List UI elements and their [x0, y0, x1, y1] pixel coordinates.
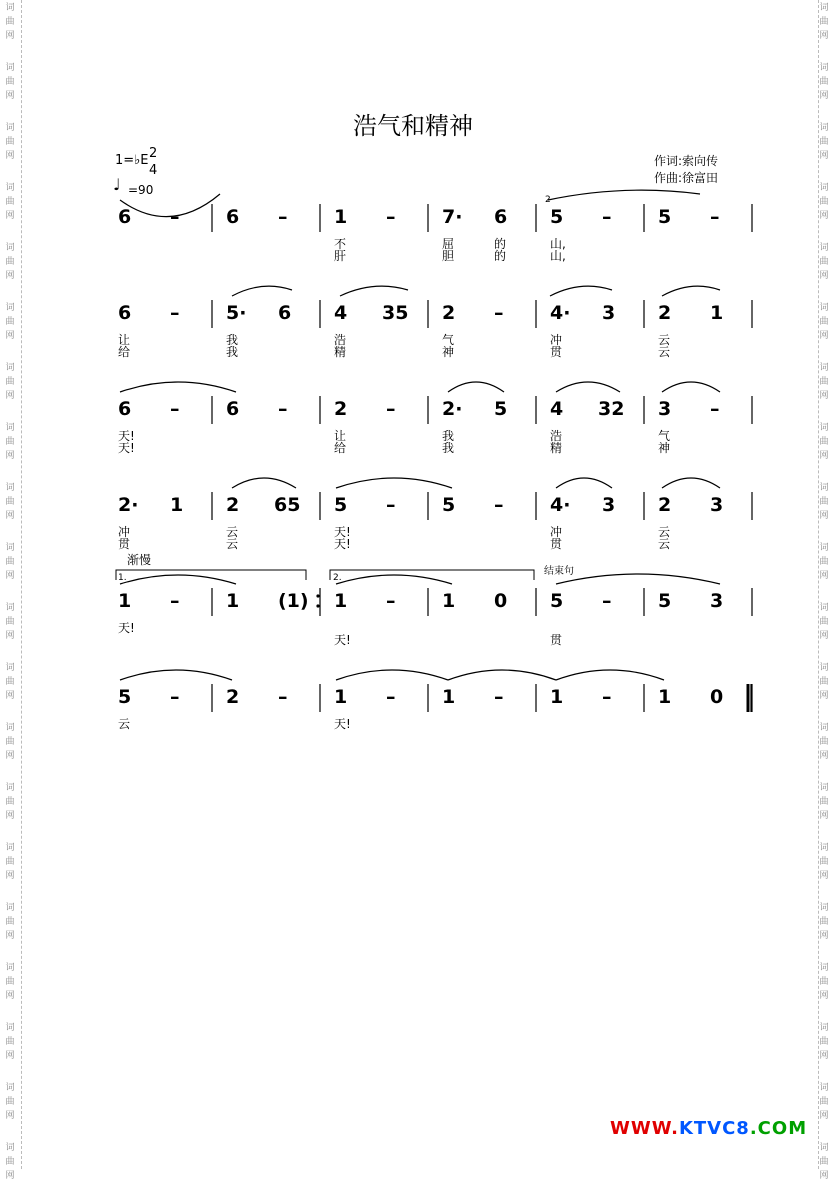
score-note: 5: [658, 590, 672, 612]
slur-mark: [662, 382, 720, 392]
watermark-char: 网: [819, 211, 829, 221]
slur-mark: [232, 478, 296, 488]
lyric-syllable: 神: [658, 441, 671, 455]
watermark-char: 曲: [5, 77, 15, 87]
watermark-char: 词: [5, 183, 15, 193]
lyric-syllable: 贯: [550, 345, 563, 359]
watermark-char: 网: [819, 571, 829, 581]
watermark-char: 网: [819, 691, 829, 701]
watermark-char: 网: [5, 811, 15, 821]
slur-mark: [448, 670, 556, 680]
watermark-char: 网: [819, 931, 829, 941]
composer-credit: 作曲:徐富田: [654, 171, 719, 185]
watermark-char: 网: [819, 91, 829, 101]
watermark-char: 曲: [819, 617, 829, 627]
watermark-char: 曲: [5, 257, 15, 267]
slur-mark: [550, 286, 612, 296]
watermark-char: 曲: [819, 917, 829, 927]
watermark-char: 网: [819, 751, 829, 761]
lyric-syllable: 让: [118, 333, 131, 347]
watermark-char: 曲: [819, 17, 829, 27]
watermark-char: 曲: [819, 1097, 829, 1107]
lyric-syllable: 精: [550, 441, 563, 455]
score-note: 35: [382, 302, 409, 324]
watermark-char: 网: [5, 31, 15, 41]
score-note: 6: [278, 302, 292, 324]
watermark-char: 网: [819, 391, 829, 401]
watermark-char: 词: [819, 63, 829, 73]
lyric-syllable: 天!: [334, 537, 351, 551]
repeat-dot: [316, 604, 319, 607]
score-note: –: [170, 686, 180, 708]
watermark-char: 词: [819, 843, 829, 853]
score-note: –: [170, 206, 180, 228]
score-note: 3: [710, 494, 724, 516]
tempo-marking: =90: [128, 183, 154, 197]
score-note: 6: [226, 206, 240, 228]
lyric-syllable: 屈: [442, 237, 455, 251]
score-note: 2: [226, 494, 240, 516]
watermark-char: 词: [819, 723, 829, 733]
watermark-char: 曲: [5, 437, 15, 447]
watermark-char: 网: [819, 331, 829, 341]
watermark-char: 词: [819, 483, 829, 493]
score-note: –: [386, 494, 396, 516]
lyricist-credit: 作词:索向传: [654, 154, 719, 168]
lyric-syllable: 天!: [334, 633, 351, 647]
score-note: –: [278, 398, 288, 420]
lyric-syllable: 神: [442, 345, 455, 359]
lyric-syllable: 冲: [550, 333, 563, 347]
score-note: 1: [442, 686, 456, 708]
lyric-syllable: 我: [442, 429, 455, 443]
score-note: 1: [550, 686, 564, 708]
score-note: 2: [442, 302, 456, 324]
watermark-char: 网: [5, 331, 15, 341]
score-note: –: [170, 302, 180, 324]
watermark-char: 网: [5, 631, 15, 641]
watermark-char: 曲: [819, 257, 829, 267]
lyric-syllable: 云: [658, 525, 671, 539]
watermark-char: 曲: [5, 377, 15, 387]
slur-mark: [336, 670, 448, 680]
slur-mark: [120, 670, 232, 680]
score-note: –: [710, 206, 720, 228]
watermark-char: 网: [5, 271, 15, 281]
watermark-char: 曲: [819, 497, 829, 507]
watermark-char: 曲: [819, 977, 829, 987]
watermark-char: 词: [819, 903, 829, 913]
slur-mark: [340, 286, 408, 296]
score-note: –: [170, 590, 180, 612]
watermark-char: 曲: [5, 197, 15, 207]
watermark-char: 网: [819, 991, 829, 1001]
score-note: 3: [602, 494, 616, 516]
watermark-char: 词: [819, 303, 829, 313]
watermark-char: 曲: [5, 857, 15, 867]
watermark-char: 网: [5, 391, 15, 401]
lyric-syllable: 贯: [550, 537, 563, 551]
watermark-char: 网: [5, 931, 15, 941]
score-note: 3: [658, 398, 672, 420]
slur-mark: [556, 382, 620, 392]
score-note: –: [386, 206, 396, 228]
watermark-char: 曲: [819, 737, 829, 747]
lyric-syllable: 冲: [550, 525, 563, 539]
lyric-syllable: 云: [658, 333, 671, 347]
repeat-dot: [316, 594, 319, 597]
watermark-char: 曲: [5, 797, 15, 807]
score-note: 5: [494, 398, 508, 420]
slur-mark: [232, 286, 292, 296]
watermark-char: 网: [819, 31, 829, 41]
score-note: –: [386, 398, 396, 420]
lyric-syllable: 山,: [550, 249, 566, 263]
watermark-char: 词: [819, 363, 829, 373]
watermark-char: 曲: [5, 17, 15, 27]
watermark-char: 网: [5, 511, 15, 521]
watermark-char: 词: [5, 3, 15, 13]
watermark-char: 词: [5, 243, 15, 253]
score-note: 2: [226, 686, 240, 708]
key-signature: 1=♭E: [115, 153, 149, 168]
watermark-char: 词: [819, 243, 829, 253]
watermark-char: 曲: [819, 797, 829, 807]
score-note: –: [602, 590, 612, 612]
score-note: 6: [494, 206, 508, 228]
score-note: –: [170, 398, 180, 420]
slur-mark: [336, 575, 452, 584]
watermark-char: 曲: [5, 1037, 15, 1047]
lyric-syllable: 浩: [550, 429, 563, 443]
song-title: 浩气和精神: [353, 112, 473, 140]
watermark-char: 词: [5, 1023, 15, 1033]
watermark-char: 词: [5, 963, 15, 973]
score-note: 5: [658, 206, 672, 228]
score-note: –: [710, 398, 720, 420]
watermark-char: 词: [819, 663, 829, 673]
watermark-char: 网: [5, 571, 15, 581]
score-note: 4·: [550, 302, 571, 324]
watermark-char: 曲: [819, 1037, 829, 1047]
lyric-syllable: 贯: [550, 633, 563, 647]
watermark-char: 词: [5, 543, 15, 553]
watermark-char: 网: [5, 1171, 15, 1181]
watermark-char: 词: [819, 963, 829, 973]
score-note: 6: [118, 398, 132, 420]
score-note: 6: [118, 302, 132, 324]
watermark-char: 曲: [5, 557, 15, 567]
score-note: 0: [494, 590, 508, 612]
score-note: 1: [226, 590, 240, 612]
watermark-char: 曲: [819, 77, 829, 87]
score-note: 5: [334, 494, 348, 516]
watermark-char: 网: [819, 1111, 829, 1121]
lyric-syllable: 我: [442, 441, 455, 455]
lyric-syllable: 贯: [118, 537, 131, 551]
score-note: 1: [658, 686, 672, 708]
score-note: 2·: [118, 494, 139, 516]
watermark-char: 曲: [819, 437, 829, 447]
watermark-char: 曲: [819, 557, 829, 567]
watermark-char: 网: [5, 751, 15, 761]
score-note: –: [494, 302, 504, 324]
slur-mark: [120, 382, 236, 392]
watermark-char: 词: [819, 1143, 829, 1153]
lyric-syllable: 天!: [334, 525, 351, 539]
watermark-char: 网: [819, 151, 829, 161]
score-note: –: [278, 686, 288, 708]
lyric-syllable: 的: [494, 249, 507, 263]
score-note: 65: [274, 494, 301, 516]
watermark-char: 曲: [819, 857, 829, 867]
score-note: 2: [658, 302, 672, 324]
lyric-syllable: 云: [658, 345, 671, 359]
score-note: 5: [550, 590, 564, 612]
lyric-syllable: 云: [226, 537, 239, 551]
watermark-char: 网: [5, 991, 15, 1001]
lyric-syllable: 天!: [118, 429, 135, 443]
lyric-syllable: 天!: [118, 441, 135, 455]
slur-mark: [556, 478, 612, 488]
score-note: 0: [710, 686, 724, 708]
watermark-char: 曲: [819, 317, 829, 327]
score-note: –: [602, 206, 612, 228]
slur-mark: [548, 190, 700, 200]
score-note: 7·: [442, 206, 463, 228]
slur-mark: [448, 382, 504, 392]
slur-mark: [662, 478, 720, 488]
watermark-char: 网: [5, 151, 15, 161]
score-note: 1: [118, 590, 132, 612]
lyric-syllable: 浩: [334, 333, 347, 347]
watermark-char: 网: [819, 511, 829, 521]
watermark-char: 网: [5, 691, 15, 701]
lyric-syllable: 给: [334, 441, 347, 455]
ending-annotation: 结束句: [544, 566, 574, 577]
slur-mark: [556, 574, 720, 584]
score-note: 2: [658, 494, 672, 516]
watermark-char: 网: [5, 91, 15, 101]
lyric-syllable: 让: [334, 429, 347, 443]
time-signature-bottom: 4: [149, 163, 158, 178]
score-note: 32: [598, 398, 625, 420]
slur-mark: [662, 286, 720, 296]
score-note: 4: [334, 302, 348, 324]
lyric-syllable: 的: [494, 237, 507, 251]
score-note: 6: [226, 398, 240, 420]
score-note: 1: [170, 494, 184, 516]
watermark-char: 曲: [5, 737, 15, 747]
watermark-char: 词: [819, 183, 829, 193]
score-note: 4: [550, 398, 564, 420]
watermark-char: 词: [819, 1023, 829, 1033]
watermark-char: 词: [5, 663, 15, 673]
watermark-char: 网: [5, 1111, 15, 1121]
lyric-syllable: 冲: [118, 525, 131, 539]
tempo-annotation: 渐慢: [127, 553, 152, 567]
watermark-char: 曲: [819, 377, 829, 387]
watermark-char: 词: [819, 423, 829, 433]
lyric-syllable: 山,: [550, 237, 566, 251]
score-note: 5: [550, 206, 564, 228]
volta-label-2: 2.: [333, 573, 342, 583]
watermark-char: 曲: [5, 1157, 15, 1167]
slur-mark: [556, 670, 664, 680]
watermark-char: 网: [819, 871, 829, 881]
score-note: 5·: [226, 302, 247, 324]
score-note: 1: [442, 590, 456, 612]
score-note: (1): [278, 590, 309, 612]
score-note: –: [386, 686, 396, 708]
watermark-char: 曲: [5, 677, 15, 687]
watermark-char: 网: [819, 811, 829, 821]
score-note: 6: [118, 206, 132, 228]
score-note: 5: [442, 494, 456, 516]
footer-part-3: .COM: [749, 1118, 808, 1139]
lyric-syllable: 气: [442, 333, 455, 347]
section-mark: 2: [545, 195, 551, 205]
watermark-char: 曲: [819, 677, 829, 687]
lyric-syllable: 天!: [334, 717, 351, 731]
watermark-char: 词: [5, 723, 15, 733]
score-note: 1: [710, 302, 724, 324]
lyric-syllable: 精: [334, 345, 347, 359]
score-note: –: [278, 206, 288, 228]
watermark-char: 曲: [819, 137, 829, 147]
watermark-char: 曲: [5, 617, 15, 627]
score-note: 1: [334, 590, 348, 612]
watermark-char: 词: [819, 783, 829, 793]
watermark-char: 词: [5, 843, 15, 853]
watermark-char: 词: [5, 903, 15, 913]
watermark-char: 词: [5, 363, 15, 373]
watermark-char: 曲: [5, 977, 15, 987]
time-signature-top: 2: [149, 146, 158, 161]
score-note: –: [494, 494, 504, 516]
watermark-char: 词: [5, 483, 15, 493]
watermark-char: 词: [5, 783, 15, 793]
watermark-char: 词: [819, 123, 829, 133]
score-note: 3: [602, 302, 616, 324]
watermark-char: 词: [5, 423, 15, 433]
score-note: 5: [118, 686, 132, 708]
lyric-syllable: 云: [118, 717, 131, 731]
score-note: 3: [710, 590, 724, 612]
footer-part-1: WWW.: [610, 1118, 679, 1139]
watermark-char: 网: [5, 211, 15, 221]
watermark-char: 词: [5, 603, 15, 613]
lyric-syllable: 云: [658, 537, 671, 551]
watermark-char: 曲: [5, 497, 15, 507]
watermark-char: 词: [5, 1143, 15, 1153]
watermark-char: 曲: [5, 137, 15, 147]
watermark-char: 曲: [819, 1157, 829, 1167]
score-note: 1: [334, 686, 348, 708]
lyric-syllable: 云: [226, 525, 239, 539]
lyric-syllable: 我: [226, 333, 239, 347]
watermark-char: 词: [5, 123, 15, 133]
watermark-char: 网: [5, 1051, 15, 1061]
watermark-char: 词: [819, 3, 829, 13]
quarter-note-icon: ♩: [113, 175, 121, 194]
lyric-syllable: 天!: [118, 621, 135, 635]
watermark-char: 词: [5, 63, 15, 73]
volta-label-1: 1.: [118, 573, 127, 583]
score-note: –: [494, 686, 504, 708]
slur-mark: [120, 575, 236, 584]
watermark-char: 网: [5, 871, 15, 881]
lyric-syllable: 肝: [334, 249, 347, 263]
watermark-char: 网: [819, 1171, 829, 1181]
watermark-char: 曲: [5, 1097, 15, 1107]
watermark-char: 词: [819, 603, 829, 613]
lyric-syllable: 胆: [442, 249, 455, 263]
score-note: 2·: [442, 398, 463, 420]
score-note: 4·: [550, 494, 571, 516]
watermark-char: 网: [819, 271, 829, 281]
watermark-char: 词: [819, 543, 829, 553]
watermark-char: 曲: [5, 317, 15, 327]
footer-part-2: KTVC8: [678, 1118, 750, 1139]
watermark-char: 词: [5, 303, 15, 313]
score-note: –: [386, 590, 396, 612]
watermark-char: 网: [819, 631, 829, 641]
lyric-syllable: 不: [334, 237, 347, 251]
watermark-char: 曲: [819, 197, 829, 207]
watermark-char: 词: [819, 1083, 829, 1093]
score-note: 1: [334, 206, 348, 228]
watermark-char: 曲: [5, 917, 15, 927]
watermark-char: 词: [5, 1083, 15, 1093]
score-note: 2: [334, 398, 348, 420]
lyric-syllable: 气: [658, 429, 671, 443]
slur-mark: [336, 478, 452, 488]
watermark-char: 网: [819, 451, 829, 461]
lyric-syllable: 给: [118, 345, 131, 359]
lyric-syllable: 我: [226, 345, 239, 359]
watermark-char: 网: [819, 1051, 829, 1061]
score-note: –: [602, 686, 612, 708]
watermark-char: 网: [5, 451, 15, 461]
